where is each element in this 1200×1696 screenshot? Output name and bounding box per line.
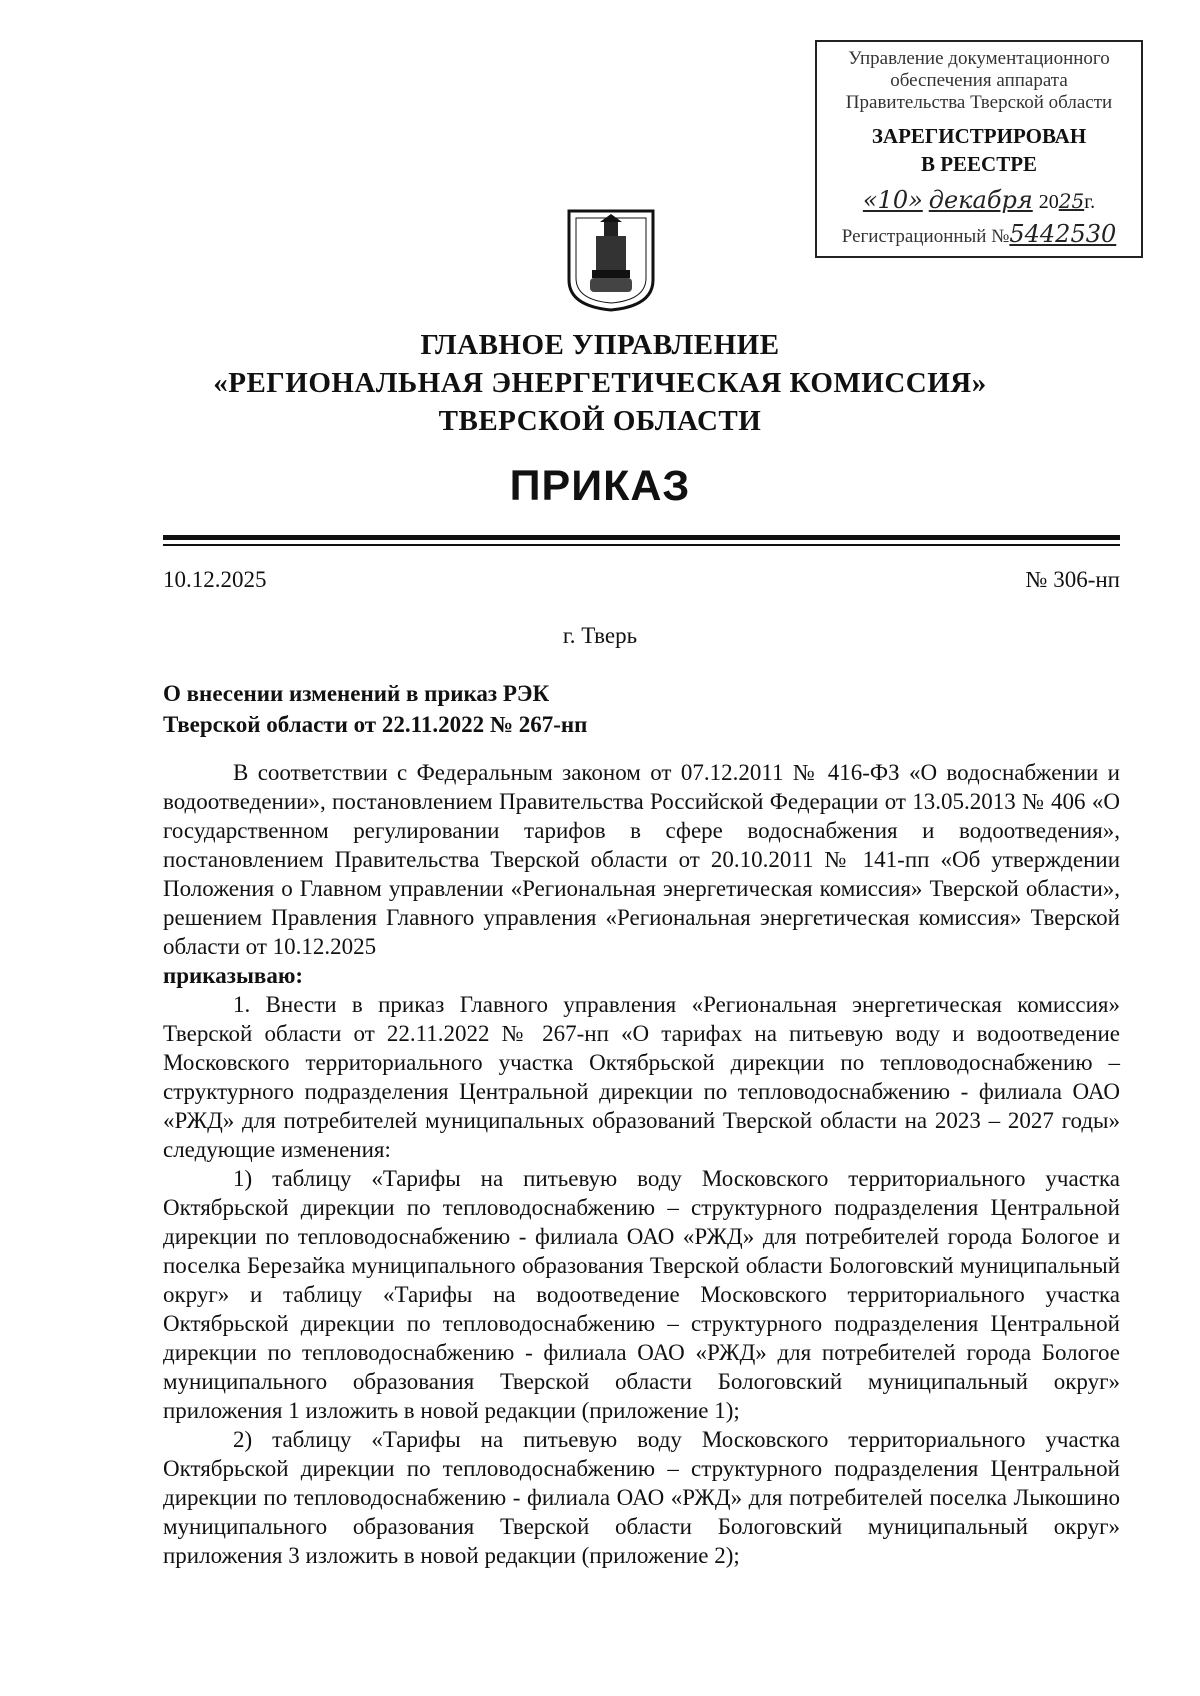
stamp-registered: [817, 122, 1141, 178]
stamp-regnum: [817, 220, 1141, 248]
subject-line: О внесении изменений в приказ РЭК: [163, 681, 550, 706]
stamp-dept-line: обеспечения аппарата: [890, 70, 1068, 91]
organization-name: [0, 326, 1200, 440]
stamp-regnum-value: 5442530: [1009, 220, 1117, 248]
document-subject: [163, 678, 683, 740]
org-line: ГЛАВНОЕ УПРАВЛЕНИЕ: [420, 329, 780, 361]
stamp-day: «10»: [862, 186, 923, 214]
stamp-department: [817, 48, 1141, 114]
document-body: [163, 758, 1120, 1570]
item-paragraph: 1. Внести в приказ Главного управления «Региональная энергетическая комиссия» Тверской области от 22.11.2022 № 267-нп «О тарифах на питьевую воду и водоотведение Московского территориального участка Октябрьской дирекции по тепловодоснабжению – структурного подразделения Центральной дирекции по тепловодоснабжению - филиала ОАО «РЖД» для потребителей муниципальных образований Тверской области на 2023 – 2027 годы» следующие изменения:: [163, 992, 1120, 1162]
stamp-dept-line: Правительства Тверской области: [845, 92, 1113, 113]
document-date: 10.12.2025: [163, 567, 267, 592]
stamp-dept-line: Управление документационного: [848, 48, 1110, 69]
preamble-paragraph: В соответствии с Федеральным законом от 07.12.2011 № 416-ФЗ «О водоснабжении и водоотведении», постановлением Правительства Российской Федерации от 13.05.2013 № 406 «О государственном регулировании тарифов в сфере водоснабжения и водоотведения», постановлением Правительства Тверской области от 20.10.2011 № 141-пп «Об утверждении Положения о Главном управлении «Региональная энергетическая комиссия» Тверской области», решением Правления Главного управления «Региональная энергетическая комиссия» Тверской области от 10.12.2025: [163, 760, 1120, 959]
tver-coat-of-arms-icon: [566, 208, 656, 312]
stamp-reg-line: В РЕЕСТРЕ: [920, 152, 1038, 176]
subitem-paragraph: 1) таблицу «Тарифы на питьевую воду Московского территориального участка Октябрьской дирекции по тепловодоснабжению – структурного подразделения Центральной дирекции по тепловодоснабжению - филиала ОАО «РЖД» для потребителей города Бологое и поселка Березайка муниципального образования Тверской области Бологовский муниципальный округ» и таблицу «Тарифы на водоотведение Московского территориального участка Октябрьской дирекции по тепловодоснабжению – структурного подразделения Центральной дирекции по тепловодоснабжению - филиала ОАО «РЖД» для потребителей города Бологое муниципального образования Тверской области Бологовский муниципальный округ» приложения 1 изложить в новой редакции (приложение 1);: [163, 1166, 1120, 1423]
stamp-date: [817, 186, 1141, 214]
stamp-month: декабря: [928, 186, 1033, 214]
org-line: ТВЕРСКОЙ ОБЛАСТИ: [438, 405, 762, 437]
stamp-year-g: г.: [1084, 191, 1096, 213]
subject-line: Тверской области от 22.11.2022 № 267-нп: [163, 712, 588, 737]
registration-stamp: [815, 40, 1143, 258]
stamp-regnum-label: Регистрационный №: [841, 226, 1010, 247]
document-number: № 306-нп: [1025, 567, 1120, 592]
stamp-year-suffix: 25: [1058, 189, 1085, 213]
document-title: ПРИКАЗ: [509, 462, 691, 510]
org-line: «РЕГИОНАЛЬНАЯ ЭНЕРГЕТИЧЕСКАЯ КОМИССИЯ»: [213, 367, 987, 399]
order-word: приказываю:: [163, 963, 304, 988]
title-rule-thin: [163, 544, 1120, 546]
stamp-year-prefix: 20: [1038, 191, 1059, 213]
stamp-reg-line: ЗАРЕГИСТРИРОВАН: [871, 124, 1087, 148]
stamp-year: [1039, 189, 1095, 214]
title-rule: [163, 535, 1120, 540]
document-city: г. Тверь: [562, 623, 638, 648]
subitem-paragraph: 2) таблицу «Тарифы на питьевую воду Московского территориального участка Октябрьской дирекции по тепловодоснабжению – структурного подразделения Центральной дирекции по тепловодоснабжению - филиала ОАО «РЖД» для потребителей поселка Лыкошино муниципального образования Тверской области Бологовский муниципальный округ» приложения 3 изложить в новой редакции (приложение 2);: [163, 1427, 1120, 1568]
